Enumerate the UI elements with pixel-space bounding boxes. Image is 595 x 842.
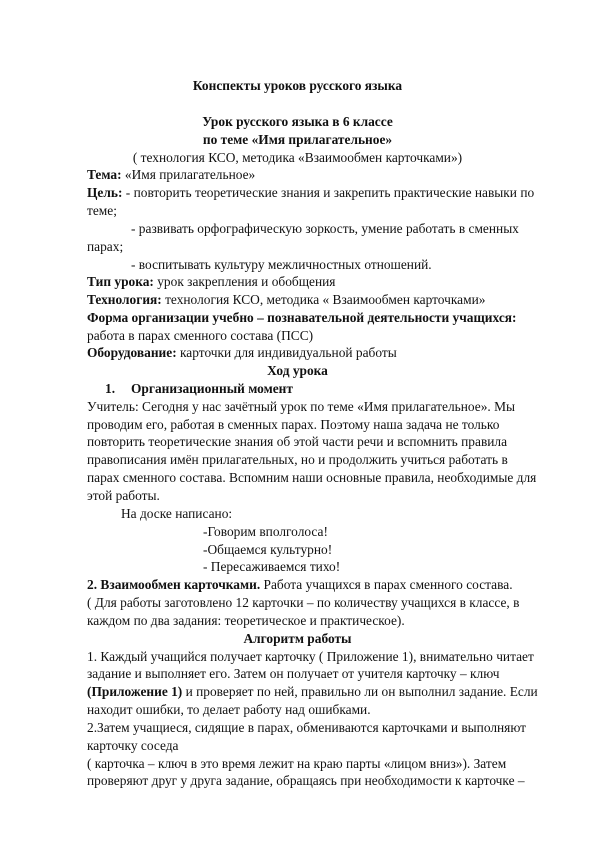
section-2-row [87,576,513,594]
section-2-text: Работа учащихся в парах сменного состава. [260,577,513,592]
algorithm-step-1-line-3-text: и проверяет по ней, правильно ли он выполнил задание. Если [182,684,538,699]
goal-bullet-2: - воспитывать культуру межличностных отношений. [131,257,432,272]
equipment-label: Оборудование: [87,345,177,360]
paragraph-line: этой работы. [87,488,160,503]
theme-value: «Имя прилагательное» [121,167,256,182]
lesson-type-label: Тип урока: [87,274,154,289]
document-title: Конспекты уроков русского языка [192,78,403,93]
goal-bullet-1-line-1: - развивать орфографическую зоркость, умение работать в сменных [131,221,519,236]
theme-label: Тема: [87,167,122,182]
algorithm-step-2-line-2: карточку соседа [87,738,179,753]
algorithm-step-1-line-2: задание и выполняет его. Затем он получает от учителя карточку – ключ [87,666,500,681]
technology-value: технология КСО, методика « Взаимообмен карточками» [161,292,486,307]
goal-line-2: теме; [87,203,117,218]
section-1-number: 1. [105,381,116,396]
equipment-row [87,344,397,362]
form-value: работа в парах сменного состава (ПСС) [87,328,314,343]
section-2-title: 2. Взаимообмен карточками. [87,577,261,592]
lesson-flow-heading: Ход урока [267,363,328,378]
goal-label: Цель: [87,185,123,200]
board-rule: -Общаемся культурно! [203,542,333,557]
lesson-technology-line: ( технология КСО, методика «Взаимообмен карточками») [132,150,463,165]
technology-row [87,291,485,309]
algorithm-step-2-line-1: 2.Затем учащиеся, сидящие в парах, обмениваются карточками и выполняют [87,720,527,735]
theme-row [87,166,255,184]
paragraph-line: проводим его, работая в сменных парах. Поэтому наша задача не только [87,417,500,432]
equipment-value: карточки для индивидуальной работы [176,345,397,360]
lesson-type-row [87,273,335,291]
algorithm-step-1-line-1: 1. Каждый учащийся получает карточку ( Приложение 1), внимательно читает [87,649,534,664]
section-1-title: Организационный момент [131,381,293,396]
algorithm-step-2-line-4: проверяют друг у друга задание, обращаясь при необходимости к карточке – [87,773,525,788]
board-rule: - Пересаживаемся тихо! [203,559,341,574]
section-2-note-line-1: ( Для работы заготовлено 12 карточки – по количеству учащихся в классе, в [87,595,520,610]
lesson-type-value: урок закрепления и обобщения [153,274,336,289]
goal-bullet-1-line-2: парах; [87,239,124,254]
technology-label: Технология: [87,292,162,307]
paragraph-line: парах сменного состава. Вспомним наши основные правила, необходимые для [87,470,537,485]
algorithm-step-1-line-3 [87,683,538,701]
goal-row [87,184,534,202]
lesson-title: Урок русского языка в 6 классе [202,114,393,129]
algorithm-step-1-line-4: находит ошибки, то делает работу над ошибками. [87,702,371,717]
board-intro: На доске написано: [121,506,233,521]
paragraph-line: правописания имён прилагательных, но и продолжить учиться работать в [87,452,508,467]
paragraph-line: Учитель: Сегодня у нас зачётный урок по теме «Имя прилагательное». Мы [87,399,516,414]
algorithm-heading: Алгоритм работы [243,631,352,646]
section-2-note-line-2: каждом по два задания: теоретическое и практическое). [87,613,405,628]
paragraph-line: повторить теоретические знания об этой части речи и вспомнить правила [87,434,508,449]
algorithm-step-2-line-3: ( карточка – ключ в это время лежит на краю парты «лицом вниз»). Затем [87,756,507,771]
appendix-reference: (Приложение 1) [87,684,183,699]
form-label: Форма организации учебно – познавательной деятельности учащихся: [87,310,517,325]
lesson-topic-line: по теме «Имя прилагательное» [202,132,393,147]
board-rule: -Говорим вполголоса! [203,524,328,539]
goal-line-1: - повторить теоретические знания и закрепить практические навыки по [122,185,535,200]
